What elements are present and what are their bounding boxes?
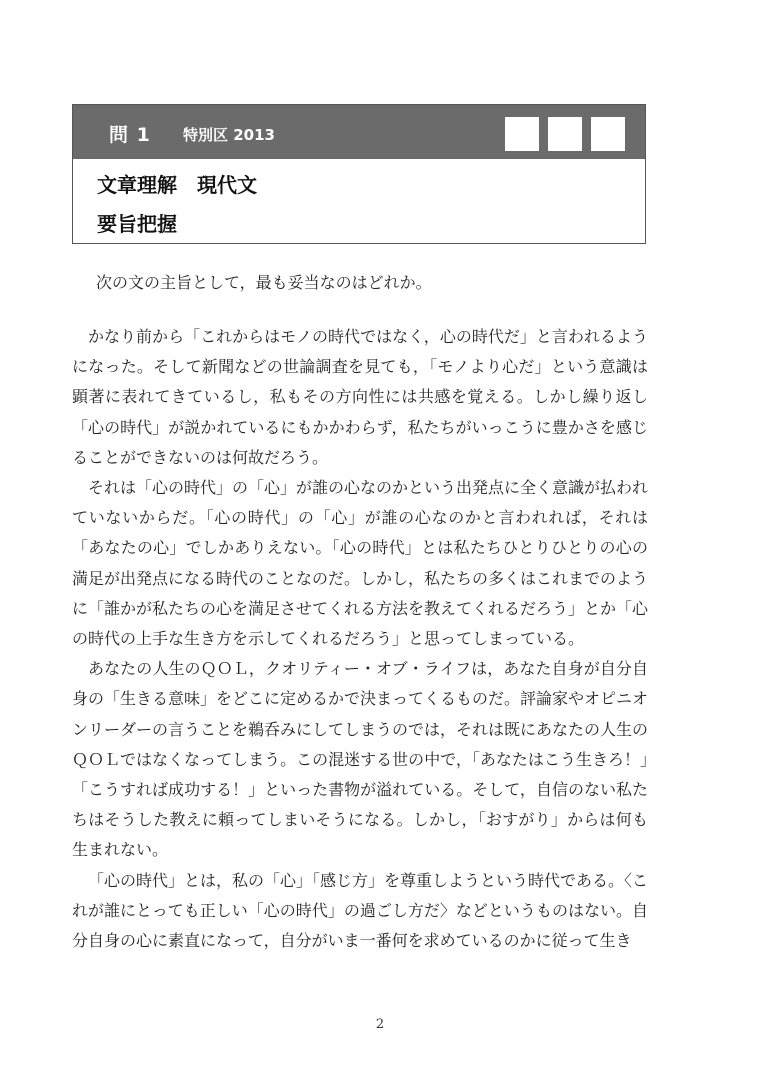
check-box-2[interactable] <box>548 117 582 151</box>
passage-paragraph-1: かなり前から「これからはモノの時代ではなく，心の時代だ」と言われるようになった。そして新聞などの世論調査を見ても，「モノより心だ」という意識は顕著に表れてきているし，私もその方向性には共感を覚える。しかし繰り返し「心の時代」が説かれているにもかかわらず，私たちがいっこうに豊かさを感じることができないのは何故だろう。 <box>72 327 648 467</box>
passage-paragraph-3: あなたの人生のＱＯＬ，クオリティー・オブ・ライフは，あなた自身が自分自身の「生きる意味」をどこに定めるかで決まってくるものだ。評論家やオピニオンリーダーの言うことを鵜呑みにしてしまうのでは，それは既にあなたの人生のＱＯＬではなくなってしまう。この混迷する世の中で，「あなたはこう生きろ！」「こうすれば成功する！」といった書物が溢れている。そして，自信のない私たちはそうした教えに頼ってしまいそうになる。しかし，「おすがり」からは何も生まれない。 <box>72 659 649 860</box>
category-main: 文章理解 現代文 <box>97 173 257 197</box>
passage-paragraph-2: それは「心の時代」の「心」が誰の心なのかという出発点に全く意識が払われていないからだ。「心の時代」の「心」が誰の心なのかと言われれば，それは「あなたの心」でしかありえない。「心の時代」とは私たちひとりひとりの心の満足が出発点になる時代のことなのだ。しかし，私たちの多くはこれまでのように「誰かが私たちの心を満足させてくれる方法を教えてくれるだろう」とか「心の時代の上手な生き方を示してくれるだろう」と思ってしまっている。 <box>72 478 649 649</box>
question-prompt: 次の文の主旨として，最も妥当なのはどれか。 <box>96 273 432 292</box>
passage-paragraph-4: 「心の時代」とは，私の「心」「感じ方」を尊重しようという時代である。〈これが誰にとっても正しい「心の時代」の過ごし方だ〉などというものはない。自分自身の心に素直になって，自分がいま一番何を求めているのかに従って生き <box>72 870 649 951</box>
question-header <box>72 104 646 244</box>
passage <box>72 322 648 956</box>
header-bar <box>73 105 645 159</box>
check-box-1[interactable] <box>505 117 539 151</box>
category-sub: 要旨把握 <box>97 212 177 236</box>
question-number: 問 1 <box>109 124 151 146</box>
page-number: 2 <box>375 1017 385 1032</box>
question-source: 特別区 2013 <box>183 126 275 144</box>
check-box-3[interactable] <box>591 117 625 151</box>
